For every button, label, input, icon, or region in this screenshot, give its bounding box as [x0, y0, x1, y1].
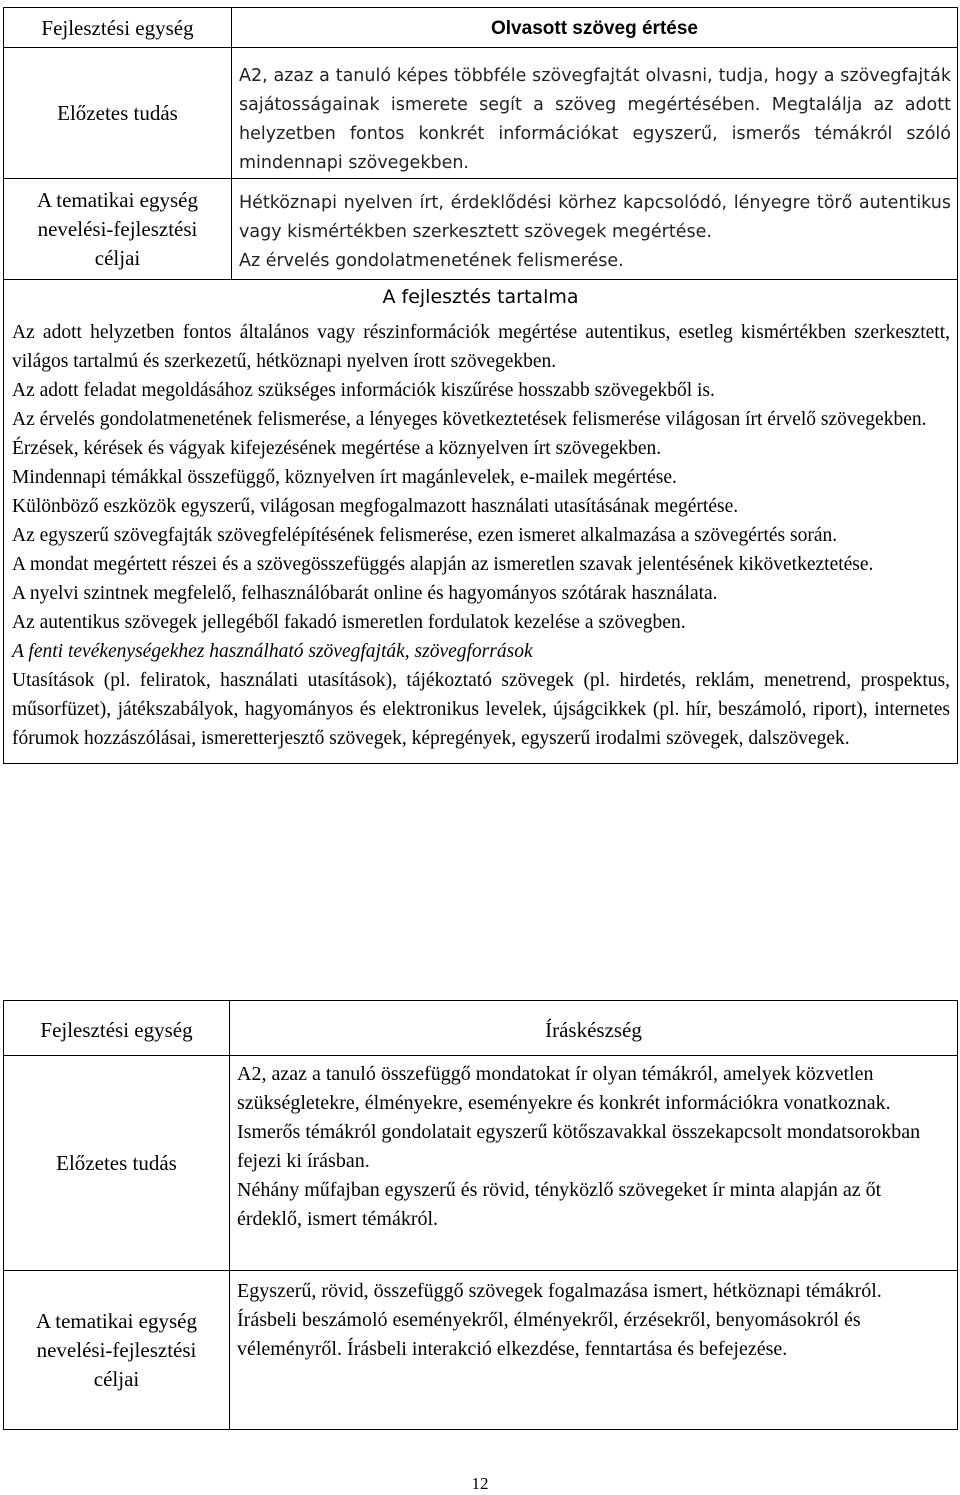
content-paragraph: A mondat megértett részei és a szövegösszefüggés alapján az ismeretlen szavak jelentésének kikövetkeztetése. — [12, 554, 874, 575]
table2-prior-knowledge-line: Néhány műfajban egyszerű és rövid, tényközlő szövegeket ír minta alapján az őt érdeklő, ismert témákról. — [237, 1179, 882, 1230]
table1-goals-cell — [232, 179, 958, 280]
content-paragraph: Az autentikus szövegek jellegéből fakadó ismeretlen fordulatok kezelése a szövegben. — [12, 612, 686, 633]
table2-unit-label-cell — [4, 1001, 230, 1056]
reading-comprehension-table — [3, 7, 958, 764]
content-paragraph: Különböző eszközök egyszerű, világosan megfogalmazott használati utasításának megértése. — [12, 496, 739, 517]
table1-unit-title: Olvasott szöveg értése — [491, 18, 698, 39]
table2-goals-label-cell — [4, 1271, 230, 1430]
table2-prior-knowledge-cell — [230, 1056, 958, 1271]
table1-prior-knowledge-label-cell — [4, 48, 232, 179]
table1-content-cell — [4, 280, 958, 764]
table2-goals-line: Írásbeli beszámoló eseményekről, élményekről, érzésekről, benyomásokról és véleményről. Írásbeli interakció elkezdése, fenntartása és befejezése. — [237, 1309, 861, 1360]
content-body — [4, 312, 957, 763]
table2-goals-body — [230, 1271, 957, 1364]
sources-heading: A fenti tevékenységekhez használható szövegfajták, szövegforrások — [12, 641, 533, 662]
table1-prior-knowledge-cell — [232, 48, 958, 179]
table1-goals-label-cell — [4, 179, 232, 280]
table2-prior-knowledge-label: Előzetes tudás — [56, 1150, 177, 1175]
table2-unit-label: Fejlesztési egység — [40, 1018, 193, 1042]
table1-goals-text-1: Hétköznapi nyelven írt, érdeklődési körhez kapcsolódó, lényegre törő autentikus vagy kismértékben szerkesztett szövegek megértése. — [239, 193, 951, 242]
table2-prior-knowledge-line: Ismerős témákról gondolatait egyszerű kötőszavakkal összekapcsolt mondatsorokban fejezi ki írásban. — [237, 1121, 921, 1172]
sources-text: Utasítások (pl. feliratok, használati utasítások), tájékoztató szövegek (pl. hirdetés, reklám, menetrend, prospektus, műsorfüzet), játékszabályok, hagyományos és elektronikus levelek, újságcikkek (pl. hír, beszámoló, riport), internetes fórumok hozzászólásai, ismeretterjesztő szövegek, képregények, egyszerű irodalmi szövegek, dalszövegek. — [12, 670, 950, 749]
table2-unit-title-cell — [230, 1001, 958, 1056]
table1-unit-label: Fejlesztési egység — [41, 16, 194, 40]
table2-unit-title: Íráskészség — [545, 1018, 642, 1042]
table2-goals-label: A tematikai egység nevelési-fejlesztési céljai — [36, 1308, 197, 1391]
content-paragraph: Az adott feladat megoldásához szükséges információk kiszűrése hosszabb szövegekből is. — [12, 380, 715, 401]
table1-goals-text-2: Az érvelés gondolatmenetének felismerése. — [239, 251, 624, 271]
content-paragraph: Mindennapi témákkal összefüggő, köznyelven írt magánlevelek, e-mailek megértése. — [12, 467, 677, 488]
table1-prior-knowledge-text: A2, azaz a tanuló képes többféle szövegfajtát olvasni, tudja, hogy a szövegfajták sajátosságainak ismerete segít a szöveg megértésében. Megtalálja az adott helyzetben fontos konkrét információkat egyszerű, ismerős témákról szóló mindennapi szövegekben. — [239, 66, 951, 173]
page-number: 12 — [471, 1474, 489, 1493]
content-paragraph: Az egyszerű szövegfajták szövegfelépítésének felismerése, ezen ismeret alkalmazása a szövegértés során. — [12, 525, 838, 546]
table2-prior-knowledge-label-cell — [4, 1056, 230, 1271]
table1-goals-label: A tematikai egység nevelési-fejlesztési céljai — [37, 187, 198, 270]
content-paragraph: Az adott helyzetben fontos általános vagy részinformációk megértése autentikus, esetleg kismértékben szerkesztett, világos tartalmú és szerkezetű, hétköznapi nyelven írott szövegekben. — [12, 322, 950, 372]
writing-skills-table — [3, 1000, 958, 1430]
table2-goals-line: Egyszerű, rövid, összefüggő szövegek fogalmazása ismert, hétköznapi témákról. — [237, 1280, 882, 1302]
table1-unit-title-cell — [232, 8, 958, 48]
table2-prior-knowledge-line: A2, azaz a tanuló összefüggő mondatokat ír olyan témákról, amelyek közvetlen szükségletekre, élményekre, eseményekre és konkrét információkra vonatkoznak. — [237, 1063, 891, 1114]
content-paragraph: Érzések, kérések és vágyak kifejezésének megértése a köznyelven írt szövegekben. — [12, 438, 662, 459]
table1-prior-knowledge-label: Előzetes tudás — [57, 100, 178, 125]
content-paragraph: A nyelvi szintnek megfelelő, felhasználóbarát online és hagyományos szótárak használata. — [12, 583, 718, 604]
content-paragraph: Az érvelés gondolatmenetének felismerése, a lényeges következtetések felismerése világosan írt érvelő szövegekben. — [12, 409, 927, 430]
content-header: A fejlesztés tartalma — [382, 286, 579, 308]
table2-prior-knowledge-body — [230, 1056, 957, 1234]
table2-goals-cell — [230, 1271, 958, 1430]
table1-unit-label-cell — [4, 8, 232, 48]
